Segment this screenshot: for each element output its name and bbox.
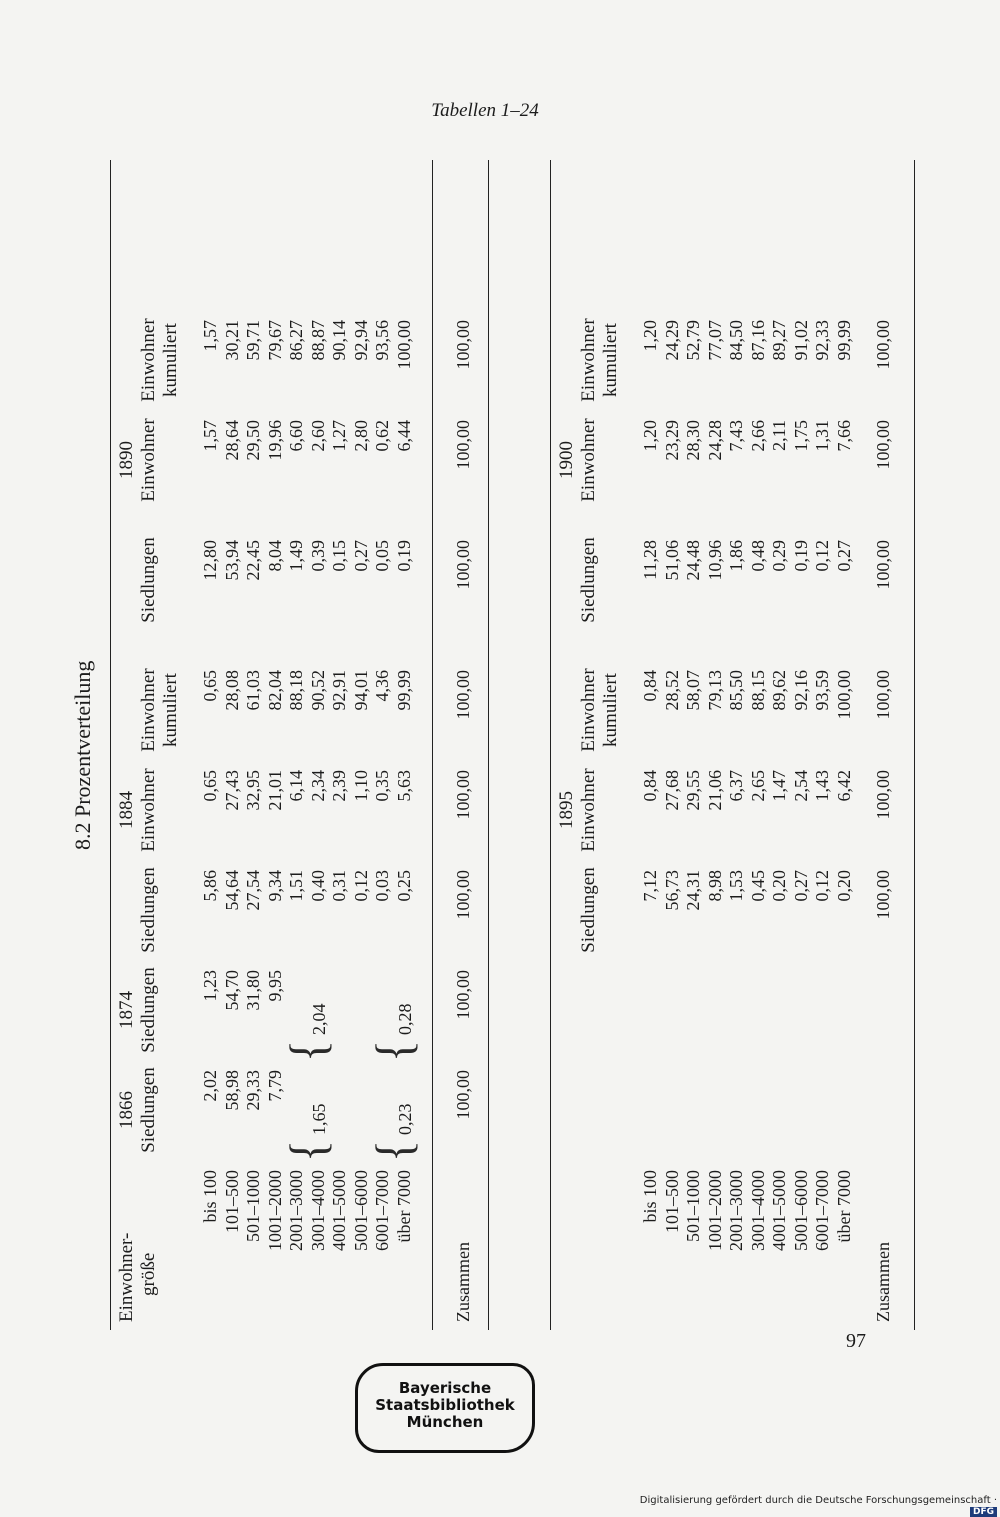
col-1895-siedlungen-values <box>640 870 855 960</box>
cell: 2,11 <box>769 420 789 451</box>
cell: 58,98 <box>221 1070 242 1111</box>
cell: 0,15 <box>329 540 349 572</box>
cell: 88,87 <box>307 320 328 361</box>
cell: 1,53 <box>726 870 746 902</box>
cell: 6,60 <box>286 420 306 452</box>
cell: 84,50 <box>726 320 746 361</box>
cell: 89,27 <box>769 320 789 361</box>
cell: 0,12 <box>812 870 832 902</box>
total-label: Zusammen <box>453 1242 473 1322</box>
table-top-rule <box>110 160 111 1330</box>
library-stamp <box>355 1363 535 1453</box>
col-1890-einwohner: Einwohner <box>138 418 159 502</box>
cell: 0,35 <box>372 770 392 802</box>
col-1900-kumuliert <box>578 310 622 410</box>
cell: 0,27 <box>833 540 854 572</box>
row-label: 101–500 <box>661 1170 682 1233</box>
col-1890-kumuliert <box>138 310 182 410</box>
row-label: 5001–6000 <box>790 1170 811 1251</box>
cell: 0,03 <box>372 870 392 902</box>
col-1884-siedlungen-values <box>200 870 415 960</box>
kumuliert-line-2: kumuliert <box>600 323 621 397</box>
cell: 92,16 <box>790 670 811 711</box>
cell: 0,20 <box>833 870 854 902</box>
cell: 90,14 <box>329 320 349 361</box>
cell: 1,57 <box>200 420 220 452</box>
row-label: 501–1000 <box>243 1170 263 1242</box>
row-label: über 7000 <box>393 1170 414 1243</box>
cell: 1,27 <box>329 420 349 452</box>
cell: 51,06 <box>661 540 682 581</box>
brace-1874-a-value: 2,04 <box>309 1003 329 1035</box>
col-1890-kumuliert-values <box>200 320 415 410</box>
cell: 6,42 <box>833 770 854 802</box>
cell: 0,25 <box>393 870 414 902</box>
kumuliert-line-1: Einwohner <box>138 318 159 402</box>
cell: 29,33 <box>243 1070 263 1111</box>
kumuliert-line-1: Einwohner <box>138 668 159 752</box>
brace-1866-a-value: 1,65 <box>309 1103 329 1135</box>
cell: 1,47 <box>769 770 789 802</box>
col-1895-einwohner-values <box>640 770 855 860</box>
row-header-line-1: Einwohner- <box>116 1232 137 1322</box>
cell: 0,20 <box>769 870 789 902</box>
row-label: 501–1000 <box>683 1170 703 1242</box>
row-label: 5001–6000 <box>350 1170 371 1251</box>
cell: 100,00 <box>393 320 414 370</box>
total-cell: 100,00 <box>453 970 473 1020</box>
cell: 90,52 <box>307 670 328 711</box>
cell: 19,96 <box>264 420 285 461</box>
cell: 28,08 <box>221 670 242 711</box>
rotated-table-block <box>70 160 940 1330</box>
table-bottom-rule <box>488 160 489 1330</box>
cell: 24,28 <box>704 420 725 461</box>
cell: 2,39 <box>329 770 349 802</box>
row-label: bis 100 <box>640 1170 660 1223</box>
total-cell: 100,00 <box>873 770 893 820</box>
total-cell: 100,00 <box>873 540 893 590</box>
col-1874-siedlungen: Siedlungen <box>138 967 159 1053</box>
year-1884: 1884 <box>116 791 137 829</box>
brace-1874-a: { <box>279 1039 336 1062</box>
page-number: 97 <box>846 1330 866 1352</box>
cell: 8,04 <box>264 540 285 572</box>
cell: 79,67 <box>264 320 285 361</box>
col-1884-siedlungen: Siedlungen <box>138 867 159 953</box>
col-1890-siedlungen: Siedlungen <box>138 537 159 623</box>
cell: 1,20 <box>640 320 660 352</box>
cell: 10,96 <box>704 540 725 581</box>
cell: 2,34 <box>307 770 328 802</box>
cell: 7,43 <box>726 420 746 452</box>
row-label: bis 100 <box>200 1170 220 1223</box>
cell: 27,54 <box>243 870 263 911</box>
total-label: Zusammen <box>873 1242 893 1322</box>
cell: 0,27 <box>790 870 811 902</box>
kumuliert-line-2: kumuliert <box>600 673 621 747</box>
row-labels <box>200 1170 415 1270</box>
cell: 0,12 <box>812 540 832 572</box>
cell: 30,21 <box>221 320 242 361</box>
table-bottom-rule <box>914 160 915 1330</box>
cell: 77,07 <box>704 320 725 361</box>
kumuliert-line-2: kumuliert <box>160 673 181 747</box>
cell: 1,51 <box>286 870 306 902</box>
cell: 27,43 <box>221 770 242 811</box>
total-cell: 100,00 <box>453 540 473 590</box>
cell: 87,16 <box>747 320 768 361</box>
row-header-line-2: größe <box>138 1252 159 1296</box>
cell: 32,95 <box>243 770 263 811</box>
total-cell: 100,00 <box>873 420 893 470</box>
cell: 2,65 <box>747 770 768 802</box>
cell: 1,75 <box>790 420 811 452</box>
year-1890: 1890 <box>116 441 137 479</box>
stamp-line-2: Staatsbibliothek <box>375 1396 515 1414</box>
stamp-line-1: Bayerische <box>398 1379 492 1397</box>
cell: 0,84 <box>640 670 660 702</box>
cell: 89,62 <box>769 670 789 711</box>
cell: 88,15 <box>747 670 768 711</box>
col-1900-siedlungen-values <box>640 540 855 630</box>
row-labels <box>640 1170 855 1270</box>
cell: 61,03 <box>243 670 263 711</box>
year-1900: 1900 <box>556 441 577 479</box>
total-cell: 100,00 <box>453 870 473 920</box>
cell: 0,19 <box>790 540 811 572</box>
total-cell: 100,00 <box>873 870 893 920</box>
cell: 92,33 <box>812 320 832 361</box>
cell: 59,71 <box>243 320 263 361</box>
dfg-logo: DFG <box>970 1507 997 1517</box>
total-cell: 100,00 <box>453 320 473 370</box>
row-label: 4001–5000 <box>329 1170 349 1251</box>
row-label: über 7000 <box>833 1170 854 1243</box>
cell: 2,60 <box>307 420 328 452</box>
cell: 27,68 <box>661 770 682 811</box>
cell: 4,36 <box>372 670 392 702</box>
cell: 86,27 <box>286 320 306 361</box>
cell: 79,13 <box>704 670 725 711</box>
row-label: 101–500 <box>221 1170 242 1233</box>
cell: 2,54 <box>790 770 811 802</box>
cell: 52,79 <box>683 320 703 361</box>
cell: 56,73 <box>661 870 682 911</box>
cell: 58,07 <box>683 670 703 711</box>
cell: 7,79 <box>264 1070 285 1102</box>
col-1900-kumuliert-values <box>640 320 855 410</box>
cell: 54,64 <box>221 870 242 911</box>
cell: 0,45 <box>747 870 768 902</box>
total-cell: 100,00 <box>453 1070 473 1120</box>
cell: 1,57 <box>200 320 220 352</box>
cell: 8,98 <box>704 870 725 902</box>
table-1866-1890 <box>110 160 530 1330</box>
cell: 99,99 <box>393 670 414 711</box>
col-1895-siedlungen: Siedlungen <box>578 867 599 953</box>
cell: 6,14 <box>286 770 306 802</box>
row-label: 3001–4000 <box>307 1170 328 1251</box>
col-1890-siedlungen-values <box>200 540 415 630</box>
col-1884-einwohner: Einwohner <box>138 768 159 852</box>
cell: 94,01 <box>350 670 371 711</box>
col-1890-einwohner-values <box>200 420 415 510</box>
cell: 12,80 <box>200 540 220 581</box>
cell: 99,99 <box>833 320 854 361</box>
cell: 0,84 <box>640 770 660 802</box>
cell: 1,10 <box>350 770 371 802</box>
cell: 92,91 <box>329 670 349 711</box>
cell: 5,86 <box>200 870 220 902</box>
cell: 82,04 <box>264 670 285 711</box>
cell: 0,65 <box>200 770 220 802</box>
cell: 6,37 <box>726 770 746 802</box>
cell: 1,20 <box>640 420 660 452</box>
brace-1874-b: { <box>365 1039 422 1062</box>
row-header <box>116 1232 160 1322</box>
section-title: 8.2 Prozentverteilung <box>70 660 95 850</box>
kumuliert-line-1: Einwohner <box>578 318 599 402</box>
row-label: 4001–5000 <box>769 1170 789 1251</box>
cell: 9,95 <box>264 970 285 1002</box>
total-cell: 100,00 <box>873 670 893 720</box>
cell: 0,19 <box>393 540 414 572</box>
cell: 53,94 <box>221 540 242 581</box>
total-cell: 100,00 <box>873 320 893 370</box>
cell: 0,39 <box>307 540 328 572</box>
row-label: 6001–7000 <box>372 1170 392 1251</box>
cell: 28,64 <box>221 420 242 461</box>
col-1900-einwohner-values <box>640 420 855 510</box>
running-head: Tabellen 1–24 <box>431 100 539 121</box>
cell: 0,48 <box>747 540 768 572</box>
col-1874-values <box>200 970 286 1060</box>
total-cell: 100,00 <box>453 770 473 820</box>
cell: 93,56 <box>372 320 392 361</box>
cell: 85,50 <box>726 670 746 711</box>
col-1900-einwohner: Einwohner <box>578 418 599 502</box>
brace-1866-b: { <box>365 1139 422 1162</box>
cell: 1,86 <box>726 540 746 572</box>
table-1895-1900 <box>550 160 930 1330</box>
brace-1866-b-value: 0,23 <box>395 1103 415 1135</box>
year-1866: 1866 <box>116 1091 137 1129</box>
row-label: 1001–2000 <box>264 1170 285 1251</box>
footer-text: Digitalisierung gefördert durch die Deutsche Forschungsgemeinschaft <box>639 1495 991 1506</box>
cell: 29,50 <box>243 420 263 461</box>
row-label: 6001–7000 <box>812 1170 832 1251</box>
cell: 0,40 <box>307 870 328 902</box>
row-label: 2001–3000 <box>286 1170 306 1251</box>
cell: 24,31 <box>683 870 703 911</box>
row-label: 3001–4000 <box>747 1170 768 1251</box>
cell: 21,06 <box>704 770 725 811</box>
total-rule <box>432 160 433 1330</box>
cell: 54,70 <box>221 970 242 1011</box>
cell: 0,27 <box>350 540 371 572</box>
cell: 93,59 <box>812 670 832 711</box>
col-1866-values <box>200 1070 286 1160</box>
cell: 7,66 <box>833 420 854 452</box>
cell: 6,44 <box>393 420 414 452</box>
cell: 1,31 <box>812 420 832 452</box>
row-label: 2001–3000 <box>726 1170 746 1251</box>
cell: 0,31 <box>329 870 349 902</box>
cell: 24,48 <box>683 540 703 581</box>
cell: 22,45 <box>243 540 263 581</box>
stamp-line-3: München <box>406 1413 484 1431</box>
year-1895: 1895 <box>556 791 577 829</box>
col-1884-kumuliert-values <box>200 670 415 760</box>
cell: 28,30 <box>683 420 703 461</box>
cell: 31,80 <box>243 970 263 1011</box>
cell: 29,55 <box>683 770 703 811</box>
col-1884-kumuliert <box>138 660 182 760</box>
cell: 28,52 <box>661 670 682 711</box>
total-cell: 100,00 <box>453 420 473 470</box>
cell: 21,01 <box>264 770 285 811</box>
kumuliert-line-2: kumuliert <box>160 323 181 397</box>
cell: 7,12 <box>640 870 660 902</box>
cell: 88,18 <box>286 670 306 711</box>
cell: 100,00 <box>833 670 854 720</box>
col-1900-siedlungen: Siedlungen <box>578 537 599 623</box>
brace-1874-b-value: 0,28 <box>395 1003 415 1035</box>
kumuliert-line-1: Einwohner <box>578 668 599 752</box>
col-1895-einwohner: Einwohner <box>578 768 599 852</box>
col-1895-kumuliert-values <box>640 670 855 760</box>
cell: 2,02 <box>200 1070 220 1102</box>
col-1884-einwohner-values <box>200 770 415 860</box>
cell: 24,29 <box>661 320 682 361</box>
cell: 0,05 <box>372 540 392 572</box>
cell: 2,66 <box>747 420 768 452</box>
year-1874: 1874 <box>116 991 137 1029</box>
total-cell: 100,00 <box>453 670 473 720</box>
col-1895-kumuliert <box>578 660 622 760</box>
cell: 1,43 <box>812 770 832 802</box>
cell: 91,02 <box>790 320 811 361</box>
row-label: 1001–2000 <box>704 1170 725 1251</box>
cell: 5,63 <box>393 770 414 802</box>
digitization-footer: Digitalisierung gefördert durch die Deutsche Forschungsgemeinschaft · DFG <box>639 1495 997 1517</box>
cell: 1,23 <box>200 970 220 1002</box>
cell: 23,29 <box>661 420 682 461</box>
cell: 0,62 <box>372 420 392 452</box>
brace-1866-a: { <box>279 1139 336 1162</box>
cell: 0,29 <box>769 540 789 572</box>
cell: 92,94 <box>350 320 371 361</box>
cell: 0,65 <box>200 670 220 702</box>
cell: 0,12 <box>350 870 371 902</box>
cell: 9,34 <box>264 870 285 902</box>
cell: 2,80 <box>350 420 371 452</box>
col-1866-siedlungen: Siedlungen <box>138 1067 159 1153</box>
cell: 1,49 <box>286 540 306 572</box>
table-top-rule <box>550 160 551 1330</box>
cell: 11,28 <box>640 540 660 580</box>
